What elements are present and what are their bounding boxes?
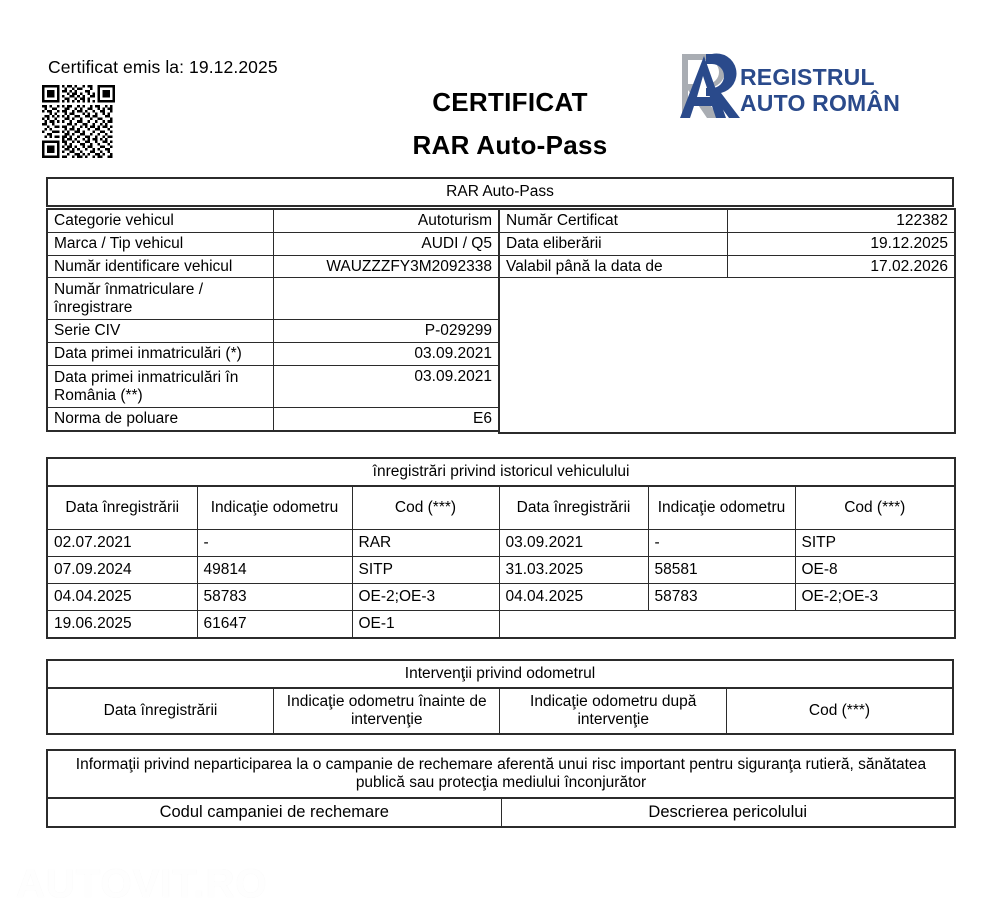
table-row — [47, 458, 955, 486]
table-row — [47, 255, 499, 278]
interventions-col-header: Cod (***) — [726, 688, 953, 734]
rar-monogram-icon — [668, 50, 740, 122]
row-value: AUDI / Q5 — [273, 232, 499, 255]
history-cell: OE-1 — [352, 611, 499, 638]
logo-text-line2: AUTO ROMÂN — [740, 89, 901, 116]
logo-text — [740, 64, 900, 116]
row-label: Norma de poluare — [47, 408, 273, 431]
history-cell: 19.06.2025 — [47, 611, 197, 638]
history-cell: RAR — [352, 530, 499, 557]
table-row — [47, 530, 955, 557]
row-label: Serie CIV — [47, 320, 273, 343]
recall-campaign-table — [46, 749, 956, 828]
history-col-header: Cod (***) — [795, 486, 955, 530]
recall-title: Informaţii privind neparticiparea la o campanie de rechemare aferentă unui risc important pentru siguranţa rutieră, sănătatea publică sau protecţia mediului înconjurător — [47, 750, 955, 798]
watermark: AUTOVIT.RO — [16, 862, 268, 906]
row-label: Valabil până la data de — [499, 255, 727, 278]
row-label: Data primei inmatriculări în România (**) — [47, 366, 273, 408]
table-row — [499, 255, 955, 278]
document-header — [0, 0, 1000, 172]
row-value: 17.02.2026 — [727, 255, 955, 278]
row-value: P-029299 — [273, 320, 499, 343]
history-col-header: Indicaţie odometru — [197, 486, 352, 530]
history-cell-empty — [795, 611, 955, 638]
history-cell: OE-8 — [795, 557, 955, 584]
table-row — [47, 557, 955, 584]
issued-date-line: Certificat emis la: 19.12.2025 — [48, 57, 278, 77]
table-row — [499, 278, 955, 433]
history-col-header: Cod (***) — [352, 486, 499, 530]
table-header-row — [47, 688, 953, 734]
row-label: Număr Certificat — [499, 209, 727, 232]
table-row — [47, 320, 499, 343]
history-cell: - — [197, 530, 352, 557]
row-value: WAUZZZFY3M2092338 — [273, 255, 499, 278]
table-row — [47, 278, 499, 320]
vehicle-details-table — [46, 208, 500, 432]
section-band-rar-auto-pass — [46, 177, 954, 207]
interventions-col-header: Indicaţie odometru după intervenţie — [500, 688, 726, 734]
band-title: RAR Auto-Pass — [47, 178, 953, 206]
history-cell: SITP — [795, 530, 955, 557]
title-certificat: CERTIFICAT — [432, 87, 588, 117]
history-cell: 49814 — [197, 557, 352, 584]
logo-text-line1: REGISTRUL — [740, 64, 875, 90]
row-value: 03.09.2021 — [273, 343, 499, 366]
row-label: Număr identificare vehicul — [47, 255, 273, 278]
history-cell-empty — [648, 611, 795, 638]
row-value: E6 — [273, 408, 499, 431]
vehicle-history-table — [46, 457, 956, 639]
history-cell: 03.09.2021 — [499, 530, 648, 557]
history-title: înregistrări privind istoricul vehiculului — [47, 458, 955, 486]
table-row — [47, 660, 953, 688]
row-value: 19.12.2025 — [727, 232, 955, 255]
table-row — [47, 343, 499, 366]
row-value — [273, 278, 499, 320]
table-row — [47, 750, 955, 798]
table-row — [47, 232, 499, 255]
history-col-header: Data înregistrării — [499, 486, 648, 530]
history-cell: - — [648, 530, 795, 557]
history-col-header: Data înregistrării — [47, 486, 197, 530]
table-header-row — [47, 486, 955, 530]
table-row — [499, 232, 955, 255]
history-cell: 58783 — [648, 584, 795, 611]
row-label: Data eliberării — [499, 232, 727, 255]
title-rar-auto-pass: RAR Auto-Pass — [412, 129, 608, 160]
table-row — [47, 366, 499, 408]
table-row — [47, 611, 955, 638]
row-value: 03.09.2021 — [273, 366, 499, 408]
history-cell: 04.04.2025 — [47, 584, 197, 611]
interventions-title: Intervenţii privind odometrul — [47, 660, 953, 688]
history-cell: 04.04.2025 — [499, 584, 648, 611]
history-cell: 02.07.2021 — [47, 530, 197, 557]
row-label: Categorie vehicul — [47, 209, 273, 232]
recall-col-header: Codul campaniei de rechemare — [47, 798, 501, 827]
row-value: 122382 — [727, 209, 955, 232]
history-cell-empty — [499, 611, 648, 638]
row-label: Număr înmatriculare / înregistrare — [47, 278, 273, 320]
table-row — [47, 408, 499, 431]
empty-cell — [499, 278, 955, 433]
row-label: Data primei inmatriculări (*) — [47, 343, 273, 366]
interventions-col-header: Indicaţie odometru înainte de intervenţie — [273, 688, 499, 734]
history-cell: OE-2;OE-3 — [352, 584, 499, 611]
table-row — [499, 209, 955, 232]
table-row — [47, 584, 955, 611]
history-cell: 07.09.2024 — [47, 557, 197, 584]
qr-code-icon — [42, 85, 115, 158]
table-row — [47, 178, 953, 206]
table-row — [47, 209, 499, 232]
odometer-interventions-table — [46, 659, 954, 735]
recall-col-header: Descrierea pericolului — [501, 798, 955, 827]
rar-logo — [668, 50, 908, 132]
table-header-row — [47, 798, 955, 827]
certificate-details-table — [498, 208, 956, 434]
history-cell: OE-2;OE-3 — [795, 584, 955, 611]
interventions-col-header: Data înregistrării — [47, 688, 273, 734]
history-cell: 58783 — [197, 584, 352, 611]
history-col-header: Indicaţie odometru — [648, 486, 795, 530]
history-cell: 58581 — [648, 557, 795, 584]
history-cell: 61647 — [197, 611, 352, 638]
history-cell: SITP — [352, 557, 499, 584]
row-value: Autoturism — [273, 209, 499, 232]
history-cell: 31.03.2025 — [499, 557, 648, 584]
row-label: Marca / Tip vehicul — [47, 232, 273, 255]
